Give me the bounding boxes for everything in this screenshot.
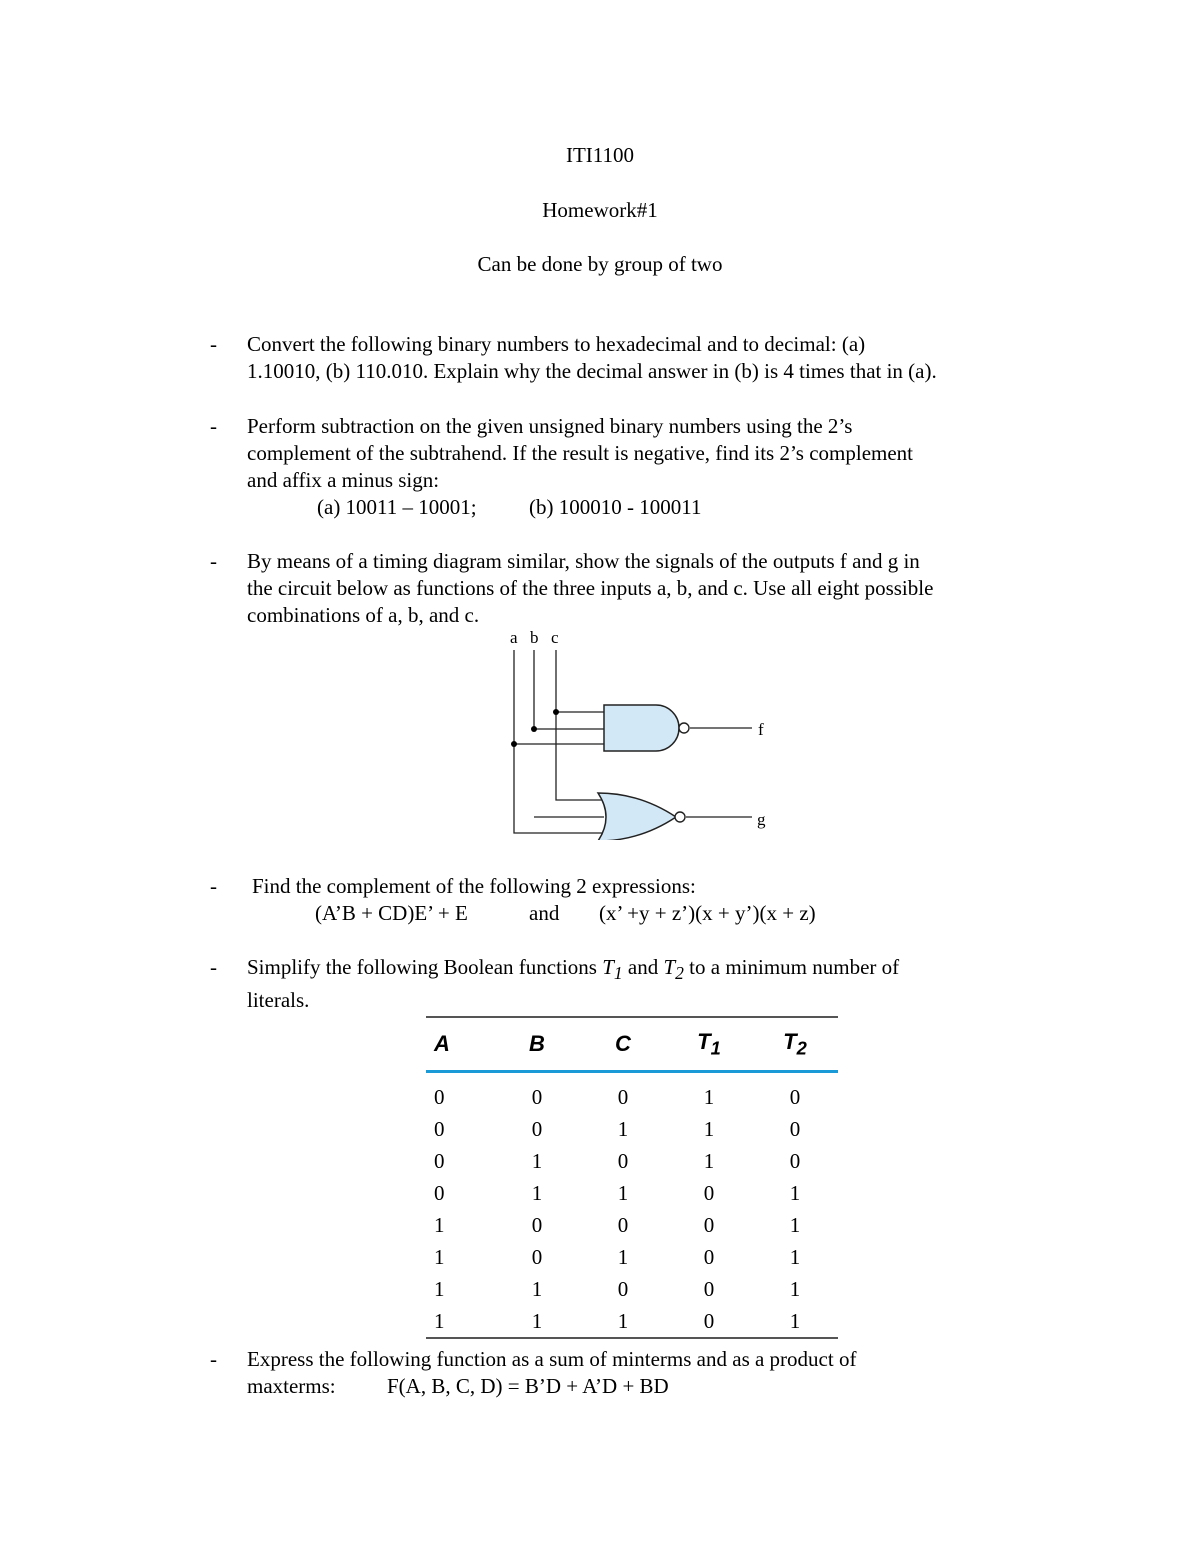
cell: 1 bbox=[703, 1116, 715, 1141]
output-label-f: f bbox=[758, 720, 764, 739]
cell: 0 bbox=[531, 1084, 543, 1109]
truth-table-header-row bbox=[426, 1017, 838, 1072]
cell: 0 bbox=[531, 1244, 543, 1269]
q5-text: and bbox=[622, 955, 664, 979]
logic-circuit-diagram bbox=[495, 625, 785, 840]
input-label-c: c bbox=[551, 628, 559, 647]
cell: 0 bbox=[703, 1244, 715, 1269]
q3-line-1: By means of a timing diagram similar, show the signals of the outputs f and g in bbox=[247, 549, 920, 573]
header-t2 bbox=[752, 1017, 838, 1072]
q2-part-b: (b) 100010 - 100011 bbox=[529, 495, 702, 519]
t1-subscript: 1 bbox=[613, 963, 623, 984]
cell: 0 bbox=[531, 1116, 543, 1141]
t1-letter: T bbox=[602, 955, 614, 979]
input-label-b: b bbox=[530, 628, 539, 647]
page-title: Homework#1 bbox=[542, 198, 658, 222]
t2-letter: T bbox=[663, 955, 676, 979]
cell: 1 bbox=[434, 1308, 445, 1333]
cell: 0 bbox=[703, 1212, 715, 1237]
bullet-dash: - bbox=[210, 332, 217, 356]
header-c: C bbox=[615, 1031, 631, 1056]
t2-symbol bbox=[663, 955, 684, 984]
wire-a bbox=[514, 650, 604, 833]
cell: 0 bbox=[434, 1116, 445, 1141]
cell: 1 bbox=[617, 1116, 629, 1141]
cell: 0 bbox=[789, 1084, 801, 1109]
header-b: B bbox=[529, 1031, 545, 1056]
q6-maxterms-label: maxterms: bbox=[247, 1374, 336, 1398]
header-t2-letter: T bbox=[783, 1028, 797, 1054]
cell: 1 bbox=[617, 1180, 629, 1205]
cell: 1 bbox=[789, 1276, 801, 1301]
q4-expression-1: (A’B + CD)E’ + E bbox=[315, 901, 468, 925]
cell: 1 bbox=[531, 1148, 543, 1173]
question-6 bbox=[247, 1346, 1037, 1400]
junction-dot bbox=[511, 741, 517, 747]
q5-line-1 bbox=[247, 954, 1037, 987]
cell: 0 bbox=[434, 1084, 445, 1109]
q2-line-2: complement of the subtrahend. If the result is negative, find its 2’s complement bbox=[247, 441, 914, 465]
q6-line-2 bbox=[247, 1373, 1037, 1400]
q2-part-a: (a) 10011 – 10001; bbox=[317, 495, 477, 519]
bullet-dash: - bbox=[210, 955, 217, 979]
header-t1-sub: 1 bbox=[710, 1037, 721, 1059]
header-t2-sub: 2 bbox=[796, 1037, 807, 1059]
q5-text: to a minimum number of bbox=[683, 955, 900, 979]
cell: 1 bbox=[531, 1276, 543, 1301]
nor-inversion-bubble bbox=[675, 812, 685, 822]
q1-line-2: 1.10010, (b) 110.010. Explain why the decimal answer in (b) is 4 times that in (a). bbox=[247, 359, 937, 383]
cell: 1 bbox=[703, 1148, 715, 1173]
table-row bbox=[426, 1273, 838, 1305]
cell: 1 bbox=[434, 1244, 445, 1269]
cell: 1 bbox=[434, 1276, 445, 1301]
question-5 bbox=[247, 954, 1037, 1014]
cell: 0 bbox=[531, 1212, 543, 1237]
table-row bbox=[426, 1145, 838, 1177]
q2-line-3: and affix a minus sign: bbox=[247, 468, 440, 492]
cell: 1 bbox=[617, 1308, 629, 1333]
q4-expressions bbox=[252, 900, 1042, 927]
q5-line-2: literals. bbox=[247, 988, 310, 1013]
output-label-g: g bbox=[757, 810, 766, 829]
page-subtitle: Can be done by group of two bbox=[477, 252, 723, 276]
question-1 bbox=[247, 331, 1037, 385]
cell: 0 bbox=[703, 1276, 715, 1301]
nand-gate bbox=[604, 705, 679, 751]
wire-c-or bbox=[556, 650, 602, 800]
cell: 1 bbox=[789, 1308, 801, 1333]
cell: 0 bbox=[703, 1308, 715, 1333]
q3-line-3: combinations of a, b, and c. bbox=[247, 603, 480, 627]
cell: 0 bbox=[617, 1084, 629, 1109]
truth-table-wrapper bbox=[426, 1016, 838, 1339]
question-4 bbox=[252, 873, 1042, 927]
nand-inversion-bubble bbox=[679, 723, 689, 733]
table-row bbox=[426, 1177, 838, 1209]
cell: 1 bbox=[703, 1084, 715, 1109]
cell: 0 bbox=[789, 1116, 801, 1141]
q2-parts bbox=[247, 494, 1037, 521]
cell: 0 bbox=[434, 1148, 445, 1173]
cell: 1 bbox=[531, 1308, 543, 1333]
q3-line-2: the circuit below as functions of the three inputs a, b, and c. Use all eight possible bbox=[247, 576, 934, 600]
course-code: ITI1100 bbox=[565, 143, 635, 167]
wire-b-and bbox=[534, 650, 604, 729]
q4-line-1: Find the complement of the following 2 expressions: bbox=[252, 874, 696, 898]
cell: 1 bbox=[789, 1244, 801, 1269]
input-label-a: a bbox=[510, 628, 518, 647]
bullet-dash: - bbox=[210, 874, 217, 898]
t2-subscript: 2 bbox=[675, 963, 684, 984]
cell: 1 bbox=[789, 1212, 801, 1237]
table-row bbox=[426, 1072, 838, 1114]
junction-dot bbox=[531, 726, 537, 732]
table-row bbox=[426, 1305, 838, 1338]
question-3 bbox=[247, 548, 1037, 629]
header-t1-letter: T bbox=[697, 1028, 711, 1054]
table-row bbox=[426, 1209, 838, 1241]
cell: 0 bbox=[703, 1180, 715, 1205]
cell: 0 bbox=[617, 1148, 629, 1173]
nor-gate bbox=[598, 793, 676, 840]
cell: 0 bbox=[434, 1180, 445, 1205]
bullet-dash: - bbox=[210, 1347, 217, 1371]
cell: 1 bbox=[531, 1180, 543, 1205]
q6-function: F(A, B, C, D) = B’D + A’D + BD bbox=[387, 1374, 669, 1398]
question-2 bbox=[247, 413, 1037, 521]
cell: 1 bbox=[434, 1212, 445, 1237]
truth-table bbox=[426, 1016, 838, 1339]
cell: 0 bbox=[617, 1276, 629, 1301]
table-row bbox=[426, 1113, 838, 1145]
cell: 0 bbox=[789, 1148, 801, 1173]
cell: 0 bbox=[617, 1212, 629, 1237]
q6-line-1: Express the following function as a sum of minterms and as a product of bbox=[247, 1347, 857, 1371]
cell: 1 bbox=[789, 1180, 801, 1205]
q2-line-1: Perform subtraction on the given unsigned binary numbers using the 2’s bbox=[247, 414, 853, 438]
bullet-dash: - bbox=[210, 414, 217, 438]
q4-joiner: and bbox=[529, 901, 560, 925]
cell: 1 bbox=[617, 1244, 629, 1269]
bullet-dash: - bbox=[210, 549, 217, 573]
header-a: A bbox=[434, 1031, 450, 1056]
junction-dot bbox=[553, 709, 559, 715]
q1-line-1: Convert the following binary numbers to hexadecimal and to decimal: (a) bbox=[247, 332, 866, 356]
t1-symbol bbox=[602, 955, 623, 984]
header-t1 bbox=[666, 1017, 752, 1072]
q5-text: Simplify the following Boolean functions bbox=[247, 955, 603, 979]
q4-expression-2: (x’ +y + z’)(x + y’)(x + z) bbox=[599, 901, 816, 925]
table-row bbox=[426, 1241, 838, 1273]
